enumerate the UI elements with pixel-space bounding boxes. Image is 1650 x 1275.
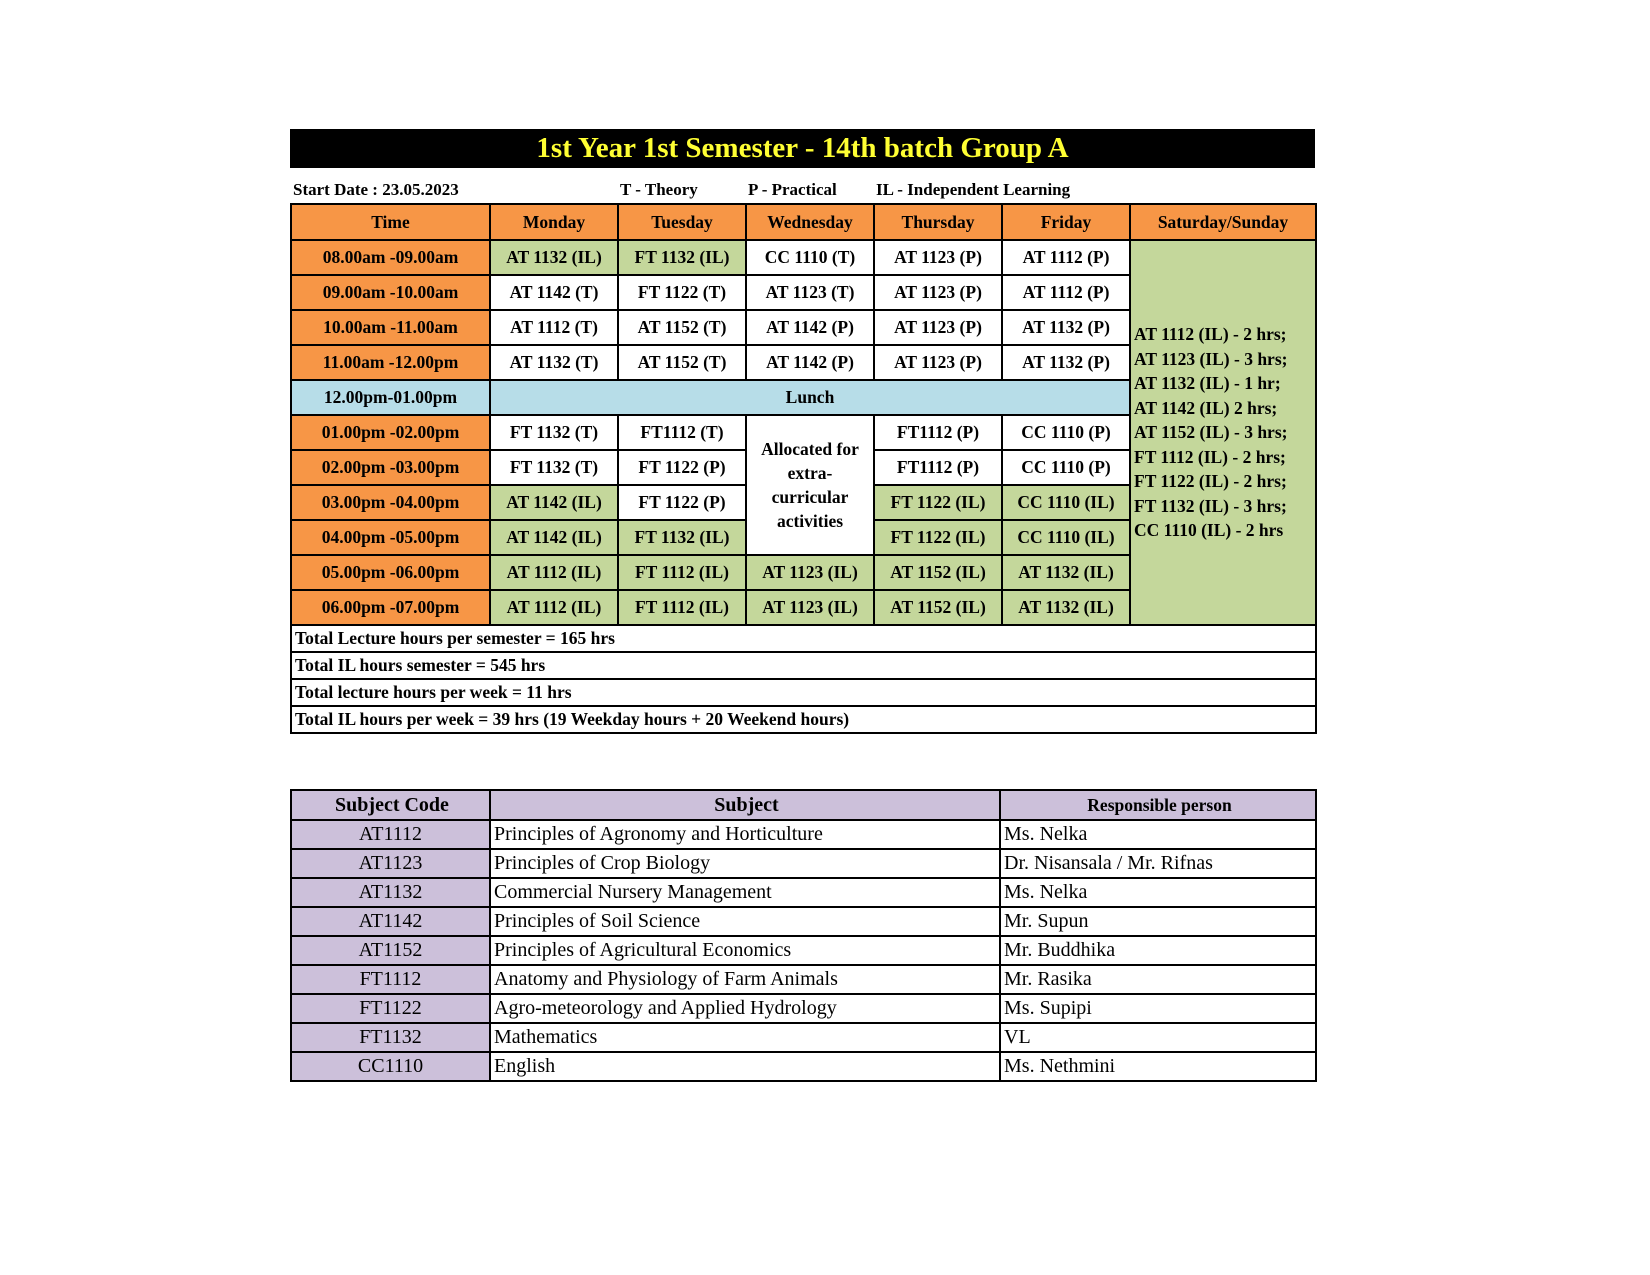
weekend-item: AT 1132 (IL) - 1 hr; [1134,373,1281,394]
subjects-table [290,789,1317,1082]
slot-cell: AT 1123 (P) [874,275,1002,310]
header-tuesday: Tuesday [618,204,746,240]
timetable-row [291,240,1316,275]
timetable-header-row [291,204,1316,240]
slot-cell: FT1112 (P) [874,415,1002,450]
slot-cell: AT 1123 (T) [746,275,874,310]
total-il-week: Total IL hours per week = 39 hrs (19 Weekday hours + 20 Weekend hours) [291,706,1316,733]
responsible-person: Ms. Nethmini [1000,1052,1316,1081]
slot-cell: FT 1132 (T) [490,415,618,450]
weekend-item: FT 1112 (IL) - 2 hrs; [1134,446,1286,467]
time-slot: 03.00pm -04.00pm [291,485,490,520]
time-slot: 12.00pm-01.00pm [291,380,490,415]
table-row [291,878,1316,907]
slot-cell: CC 1110 (T) [746,240,874,275]
header-thursday: Thursday [874,204,1002,240]
slot-cell: AT 1123 (P) [874,345,1002,380]
slot-cell: AT 1123 (IL) [746,590,874,625]
subjects-header-row [291,790,1316,820]
header-monday: Monday [490,204,618,240]
slot-cell: AT 1132 (IL) [490,240,618,275]
slot-cell: CC 1110 (IL) [1002,520,1130,555]
slot-cell: FT 1112 (IL) [618,555,746,590]
time-slot: 04.00pm -05.00pm [291,520,490,555]
time-slot: 10.00am -11.00am [291,310,490,345]
time-slot: 09.00am -10.00am [291,275,490,310]
subject-name: Principles of Crop Biology [490,849,1000,878]
table-row [291,1052,1316,1081]
subject-code: AT1132 [291,878,490,907]
responsible-person: Mr. Rasika [1000,965,1316,994]
slot-cell: FT1112 (P) [874,450,1002,485]
subject-name: Principles of Agronomy and Horticulture [490,820,1000,849]
table-row [291,994,1316,1023]
slot-cell: AT 1142 (IL) [490,485,618,520]
slot-cell: CC 1110 (IL) [1002,485,1130,520]
start-date: Start Date : 23.05.2023 [293,180,459,199]
subject-code: AT1142 [291,907,490,936]
slot-cell: FT1112 (T) [618,415,746,450]
subject-code: CC1110 [291,1052,490,1081]
slot-cell: AT 1132 (P) [1002,310,1130,345]
responsible-person: Mr. Supun [1000,907,1316,936]
table-row [291,849,1316,878]
header-subject: Subject [490,790,1000,820]
time-slot: 05.00pm -06.00pm [291,555,490,590]
subject-code: FT1122 [291,994,490,1023]
subject-name: Principles of Soil Science [490,907,1000,936]
extra-line: Allocated for [761,439,859,459]
slot-cell: AT 1132 (IL) [1002,555,1130,590]
slot-cell: AT 1142 (P) [746,345,874,380]
totals-row [291,706,1316,733]
weekend-item: FT 1122 (IL) - 2 hrs; [1134,471,1287,492]
subject-code: FT1132 [291,1023,490,1052]
totals-row [291,652,1316,679]
slot-cell: AT 1112 (IL) [490,590,618,625]
subject-name: English [490,1052,1000,1081]
subject-name: Anatomy and Physiology of Farm Animals [490,965,1000,994]
slot-cell: FT 1132 (IL) [618,520,746,555]
slot-cell: FT 1112 (IL) [618,590,746,625]
totals-row [291,625,1316,652]
slot-cell: AT 1142 (P) [746,310,874,345]
subject-code: AT1152 [291,936,490,965]
slot-cell: AT 1152 (IL) [874,555,1002,590]
slot-cell: FT 1122 (IL) [874,485,1002,520]
responsible-person: Mr. Buddhika [1000,936,1316,965]
totals-row [291,679,1316,706]
slot-cell: AT 1152 (T) [618,345,746,380]
legend-theory: T - Theory [620,180,698,199]
slot-cell: AT 1123 (IL) [746,555,874,590]
slot-cell: AT 1112 (T) [490,310,618,345]
extra-curricular-cell [746,415,874,555]
time-slot: 06.00pm -07.00pm [291,590,490,625]
total-lecture-semester: Total Lecture hours per semester = 165 hrs [291,625,1316,652]
table-row [291,907,1316,936]
header-weekend: Saturday/Sunday [1130,204,1316,240]
slot-cell: AT 1123 (P) [874,240,1002,275]
slot-cell: FT 1122 (P) [618,450,746,485]
slot-cell: AT 1123 (P) [874,310,1002,345]
table-row [291,936,1316,965]
slot-cell: CC 1110 (P) [1002,415,1130,450]
subject-name: Principles of Agricultural Economics [490,936,1000,965]
time-slot: 08.00am -09.00am [291,240,490,275]
weekend-item: FT 1132 (IL) - 3 hrs; [1134,495,1287,516]
total-lecture-week: Total lecture hours per week = 11 hrs [291,679,1316,706]
time-slot: 02.00pm -03.00pm [291,450,490,485]
extra-line: extra- [787,463,833,483]
header-subject-code: Subject Code [291,790,490,820]
responsible-person: Ms. Supipi [1000,994,1316,1023]
subject-name: Agro-meteorology and Applied Hydrology [490,994,1000,1023]
slot-cell: FT 1122 (T) [618,275,746,310]
extra-line: curricular [771,487,849,507]
responsible-person: Dr. Nisansala / Mr. Rifnas [1000,849,1316,878]
subject-name: Commercial Nursery Management [490,878,1000,907]
slot-cell: FT 1132 (T) [490,450,618,485]
header-wednesday: Wednesday [746,204,874,240]
extra-line: activities [776,511,844,531]
slot-cell: AT 1152 (IL) [874,590,1002,625]
slot-cell: AT 1112 (P) [1002,275,1130,310]
slot-cell: FT 1122 (IL) [874,520,1002,555]
weekend-item: AT 1142 (IL) 2 hrs; [1134,397,1278,418]
weekend-item: AT 1152 (IL) - 3 hrs; [1134,422,1288,443]
responsible-person: Ms. Nelka [1000,820,1316,849]
subject-code: AT1112 [291,820,490,849]
weekend-item: CC 1110 (IL) - 2 hrs [1134,520,1284,541]
slot-cell: AT 1132 (P) [1002,345,1130,380]
time-slot: 11.00am -12.00pm [291,345,490,380]
legend-independent: IL - Independent Learning [876,180,1071,199]
legend-practical: P - Practical [748,180,837,199]
slot-cell: AT 1132 (T) [490,345,618,380]
slot-cell: AT 1112 (IL) [490,555,618,590]
slot-cell: FT 1122 (P) [618,485,746,520]
slot-cell: AT 1142 (IL) [490,520,618,555]
responsible-person: Ms. Nelka [1000,878,1316,907]
subject-name: Mathematics [490,1023,1000,1052]
weekend-item: AT 1123 (IL) - 3 hrs; [1134,348,1288,369]
table-row [291,965,1316,994]
lunch-cell: Lunch [490,380,1130,415]
slot-cell: AT 1112 (P) [1002,240,1130,275]
weekend-il-list [1130,240,1316,625]
table-row [291,820,1316,849]
subject-code: FT1112 [291,965,490,994]
slot-cell: AT 1132 (IL) [1002,590,1130,625]
total-il-semester: Total IL hours semester = 545 hrs [291,652,1316,679]
header-responsible: Responsible person [1000,790,1316,820]
subject-code: AT1123 [291,849,490,878]
slot-cell: CC 1110 (P) [1002,450,1130,485]
slot-cell: FT 1132 (IL) [618,240,746,275]
header-time: Time [291,204,490,240]
timetable [290,203,1317,734]
header-friday: Friday [1002,204,1130,240]
slot-cell: AT 1152 (T) [618,310,746,345]
time-slot: 01.00pm -02.00pm [291,415,490,450]
table-row [291,1023,1316,1052]
responsible-person: VL [1000,1023,1316,1052]
page-title: 1st Year 1st Semester - 14th batch Group A [290,129,1315,168]
slot-cell: AT 1142 (T) [490,275,618,310]
weekend-item: AT 1112 (IL) - 2 hrs; [1134,324,1287,345]
